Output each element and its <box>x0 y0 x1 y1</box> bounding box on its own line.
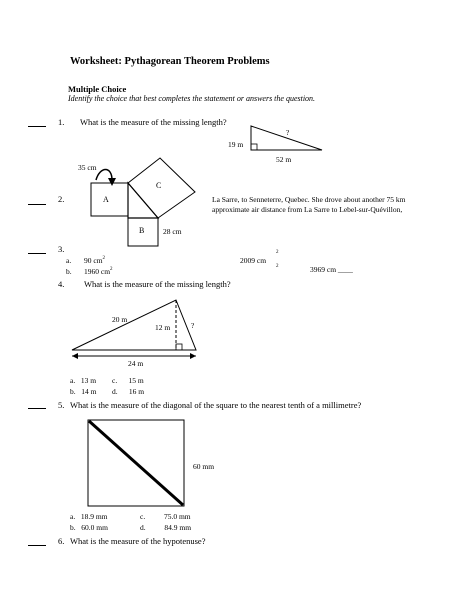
q5-choice-b: b. 60.0 mm <box>70 523 108 532</box>
q2-square-b: B <box>139 226 145 235</box>
question-number-5: 5. <box>58 400 65 410</box>
question-number-4: 4. <box>58 279 65 289</box>
page-title: Worksheet: Pythagorean Theorem Problems <box>70 56 270 67</box>
q3-choice-d: 3969 cm ____ <box>310 265 353 274</box>
q5-side: 60 mm <box>193 462 215 471</box>
q4-choice-d: d. 16 m <box>112 387 145 396</box>
q3-choice-c-exp: 2 <box>276 250 279 255</box>
q5-choice-d: d. 84.9 mm <box>140 523 192 532</box>
q4-hyp: 20 m <box>112 315 128 324</box>
section-heading: Multiple Choice <box>68 84 127 94</box>
q5-choice-a: a. 18.9 mm <box>70 512 108 521</box>
q1-unknown: ? <box>286 128 290 137</box>
question-number-1: 1. <box>58 117 65 127</box>
q4-choice-c: c. 15 m <box>112 376 144 385</box>
q4-choice-b: b. 14 m <box>70 387 97 396</box>
section-instructions: Identify the choice that best completes the statement or answers the question. <box>68 94 316 103</box>
q3-choice-c: 2009 cm <box>240 256 267 265</box>
question-text-5: What is the measure of the diagonal of the square to the nearest tenth of a millimetre? <box>70 400 362 410</box>
q4-unknown: ? <box>191 321 195 330</box>
q2-overlap-line2: approximate air distance from La Sarre to Lebel-sur-Quévillon, <box>212 205 403 214</box>
question-text-1: What is the measure of the missing length? <box>80 117 227 127</box>
q5-choice-c: c. 75.0 mm <box>140 512 191 521</box>
question-text-4: What is the measure of the missing length? <box>84 279 231 289</box>
question-number-3: 3. <box>58 244 65 254</box>
q2-label-b: 28 cm <box>163 227 182 236</box>
q4-base: 24 m <box>128 359 144 368</box>
q2-overlap-line1: La Sarre, to Senneterre, Quebec. She drove about another 75 km <box>212 195 406 204</box>
q3-choice-b: 1960 $cm^2$ <box>84 267 113 276</box>
q4-height: 12 m <box>155 323 171 332</box>
q2-square-a: A <box>103 195 109 204</box>
q3-choice-a-letter: a. <box>66 256 72 265</box>
q2-label-top: 35 cm <box>78 163 97 172</box>
question-number-6: 6. <box>58 536 65 546</box>
question-number-2: 2. <box>58 194 65 204</box>
q1-side-a: 19 m <box>228 140 244 149</box>
q2-square-c: C <box>156 181 162 190</box>
question-text-6: What is the measure of the hypotenuse? <box>70 536 206 546</box>
q3-choice-a: 90 $cm^2$ <box>84 256 106 265</box>
q3-choice-b-letter: b. <box>66 267 72 276</box>
q3-stray-exp: 2 <box>276 264 279 269</box>
q4-choice-a: a. 13 m <box>70 376 97 385</box>
q1-side-b: 52 m <box>276 155 292 164</box>
answer-blank-6[interactable] <box>28 545 46 546</box>
